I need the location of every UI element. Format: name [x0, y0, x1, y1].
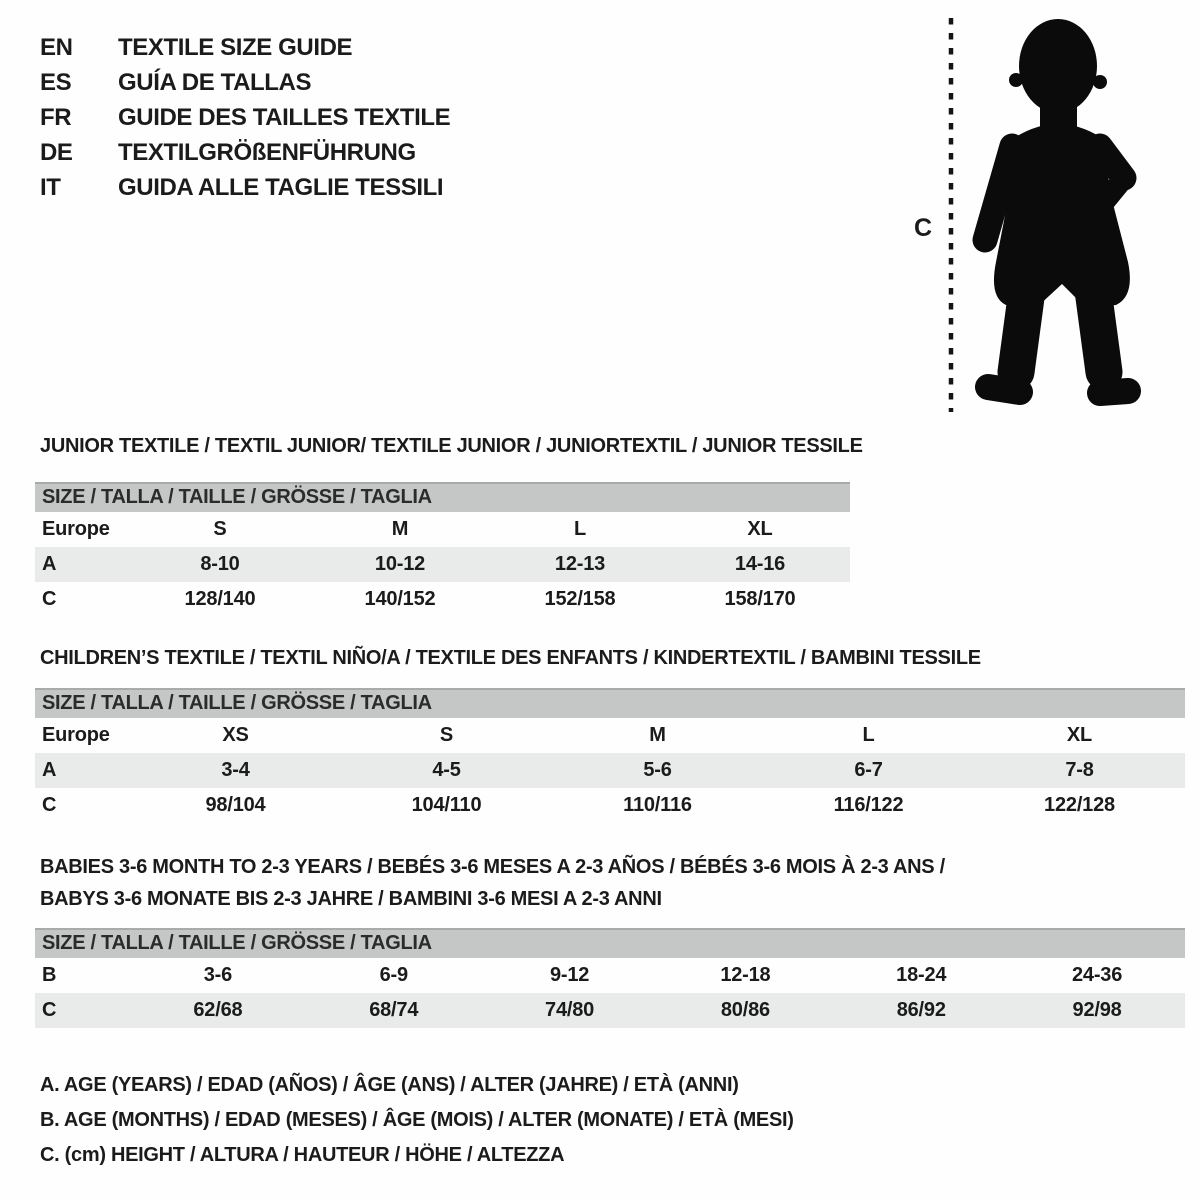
height-cell: 104/110 — [411, 794, 482, 816]
guide-title: GUÍA DE TALLAS — [118, 69, 312, 96]
language-code: EN — [40, 34, 73, 61]
table-row-height — [35, 582, 850, 617]
height-cell: 68/74 — [369, 999, 419, 1021]
language-row — [40, 30, 450, 65]
babies-section-title-line1: BABIES 3-6 MONTH TO 2-3 YEARS / BEBÉS 3-6 MESES A 2-3 AÑOS / BÉBÉS 3-6 MOIS À 2-3 ANS / — [40, 856, 945, 878]
language-row — [40, 135, 450, 170]
size-cell: XS — [222, 724, 249, 746]
table-row-months — [35, 958, 1185, 993]
height-cell: 80/86 — [720, 999, 770, 1021]
junior-textile-section — [35, 434, 863, 617]
age-cell: 12-13 — [554, 553, 606, 575]
age-cell: 8-10 — [200, 553, 240, 575]
language-title-list — [40, 30, 450, 205]
language-code: DE — [40, 139, 73, 166]
language-code: FR — [40, 104, 72, 131]
months-cell: 24-36 — [1071, 964, 1123, 986]
height-cell: 110/116 — [623, 794, 692, 816]
height-cell: 98/104 — [205, 794, 266, 816]
height-cell: 152/158 — [544, 588, 616, 610]
language-row — [40, 170, 450, 205]
guide-title: TEXTILGRÖßENFÜHRUNG — [118, 139, 416, 166]
guide-title: TEXTILE SIZE GUIDE — [118, 34, 353, 61]
age-cell: 7-8 — [1065, 759, 1094, 781]
size-cell: L — [862, 724, 875, 746]
age-cell: 5-6 — [643, 759, 672, 781]
table-row-age — [35, 753, 1185, 788]
children-section-title: CHILDREN’S TEXTILE / TEXTIL NIÑO/A / TEXTILE DES ENFANTS / KINDERTEXTIL / BAMBINI TESSILE — [40, 647, 981, 669]
table-row-height — [35, 788, 1185, 823]
legend-line-a: A. AGE (YEARS) / EDAD (AÑOS) / ÂGE (ANS) / ALTER (JAHRE) / ETÀ (ANNI) — [40, 1074, 739, 1096]
legend-line-c: C. (cm) HEIGHT / ALTURA / HAUTEUR / HÖHE / ALTEZZA — [40, 1144, 565, 1166]
babies-section-title-line2: BABYS 3-6 MONATE BIS 2-3 JAHRE / BAMBINI 3-6 MESI A 2-3 ANNI — [40, 888, 662, 910]
age-cell: 6-7 — [854, 759, 883, 781]
row-label-c: C — [42, 794, 57, 816]
toddler-silhouette — [985, 19, 1130, 393]
months-cell: 9-12 — [549, 964, 590, 986]
size-cell: M — [649, 724, 666, 746]
guide-title: GUIDE DES TAILLES TEXTILE — [118, 104, 451, 131]
row-label-a: A — [42, 553, 57, 575]
height-cell: 92/98 — [1072, 999, 1122, 1021]
table-row-height — [35, 993, 1185, 1028]
age-cell: 14-16 — [734, 553, 786, 575]
table-row-europe — [35, 512, 850, 547]
months-cell: 18-24 — [896, 964, 947, 986]
table-row-age — [35, 547, 850, 582]
babies-textile-section — [35, 851, 1185, 1028]
height-cell: 122/128 — [1044, 794, 1115, 816]
height-cell: 62/68 — [193, 999, 243, 1021]
table-row-europe — [35, 718, 1185, 753]
row-label-b: B — [42, 964, 57, 986]
height-cell: 116/122 — [833, 794, 904, 816]
language-row — [40, 100, 450, 135]
height-cell: 128/140 — [184, 588, 256, 610]
size-header-bar: SIZE / TALLA / TAILLE / GRÖSSE / TAGLIA — [35, 688, 1185, 718]
size-cell: L — [573, 518, 587, 540]
months-cell: 12-18 — [720, 964, 771, 986]
measurement-legend — [40, 1068, 794, 1173]
age-cell: 3-4 — [221, 759, 250, 781]
months-cell: 6-9 — [379, 964, 408, 986]
height-cell: 158/170 — [724, 588, 796, 610]
children-textile-section — [35, 646, 1185, 823]
months-cell: 3-6 — [203, 964, 233, 986]
row-label-c: C — [42, 588, 57, 610]
size-header-bar: SIZE / TALLA / TAILLE / GRÖSSE / TAGLIA — [35, 928, 1185, 958]
size-cell: XL — [747, 518, 773, 540]
language-row — [40, 65, 450, 100]
age-cell: 10-12 — [374, 553, 426, 575]
size-cell: S — [439, 724, 454, 746]
height-cell: 86/92 — [896, 999, 946, 1021]
region-label: Europe — [42, 724, 110, 746]
age-cell: 4-5 — [432, 759, 461, 781]
size-cell: S — [213, 518, 227, 540]
toddler-silhouette-figure — [900, 0, 1155, 415]
region-label: Europe — [42, 518, 110, 540]
language-code: IT — [40, 174, 61, 201]
height-marker-label: C — [914, 214, 933, 242]
size-cell: M — [391, 518, 409, 540]
legend-line-b: B. AGE (MONTHS) / EDAD (MESES) / ÂGE (MOIS) / ALTER (MONATE) / ETÀ (MESI) — [40, 1109, 794, 1131]
junior-section-title: JUNIOR TEXTILE / TEXTIL JUNIOR/ TEXTILE JUNIOR / JUNIORTEXTIL / JUNIOR TESSILE — [40, 435, 863, 457]
height-cell: 74/80 — [545, 999, 595, 1021]
guide-title: GUIDA ALLE TAGLIE TESSILI — [118, 174, 444, 201]
size-header-bar: SIZE / TALLA / TAILLE / GRÖSSE / TAGLIA — [35, 482, 850, 512]
height-cell: 140/152 — [364, 588, 436, 610]
row-label-a: A — [42, 759, 57, 781]
row-label-c: C — [42, 999, 57, 1021]
language-code: ES — [40, 69, 72, 96]
size-cell: XL — [1066, 724, 1093, 746]
